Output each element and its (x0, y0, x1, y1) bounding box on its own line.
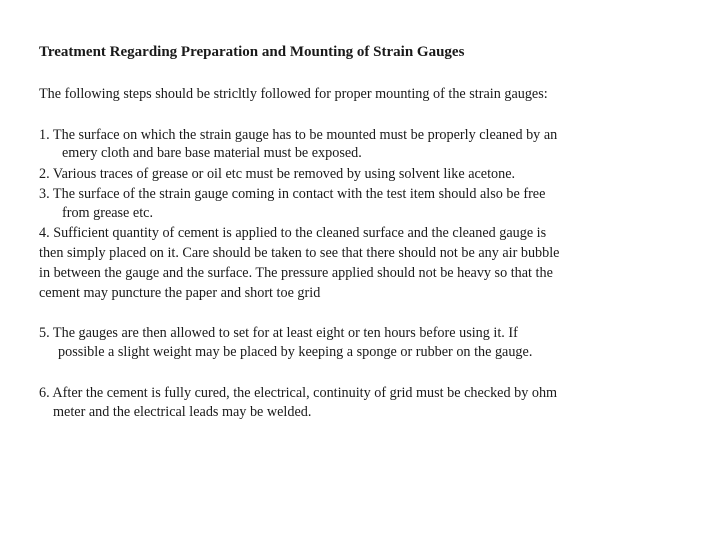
step-4-line-4: cement may puncture the paper and short toe grid (39, 285, 321, 301)
step-5-line-1: 5. The gauges are then allowed to set for at least eight or ten hours before using it. If (39, 325, 518, 341)
step-3-line-2: from grease etc. (62, 205, 153, 221)
step-4-line-2: then simply placed on it. Care should be taken to see that there should not be any air bubble (39, 245, 560, 261)
step-3-line-1: 3. The surface of the strain gauge coming in contact with the test item should also be free (39, 186, 546, 202)
page-title: Treatment Regarding Preparation and Mounting of Strain Gauges (39, 44, 465, 60)
step-4-line-3: in between the gauge and the surface. The pressure applied should not be heavy so that the (39, 265, 553, 281)
step-1-line-1: 1. The surface on which the strain gauge has to be mounted must be properly cleaned by an (39, 127, 558, 143)
step-6-line-2: meter and the electrical leads may be welded. (53, 404, 312, 420)
step-4-line-1: 4. Sufficient quantity of cement is applied to the cleaned surface and the cleaned gauge is (39, 225, 547, 241)
step-5-line-2: possible a slight weight may be placed by keeping a sponge or rubber on the gauge. (58, 344, 533, 360)
intro-text: The following steps should be stricltly followed for proper mounting of the strain gauges: (39, 86, 548, 102)
step-2-line-1: 2. Various traces of grease or oil etc must be removed by using solvent like acetone. (39, 166, 516, 182)
step-1-line-2: emery cloth and bare base material must be exposed. (62, 145, 362, 161)
step-6-line-1: 6. After the cement is fully cured, the electrical, continuity of grid must be checked by ohm (39, 385, 558, 401)
